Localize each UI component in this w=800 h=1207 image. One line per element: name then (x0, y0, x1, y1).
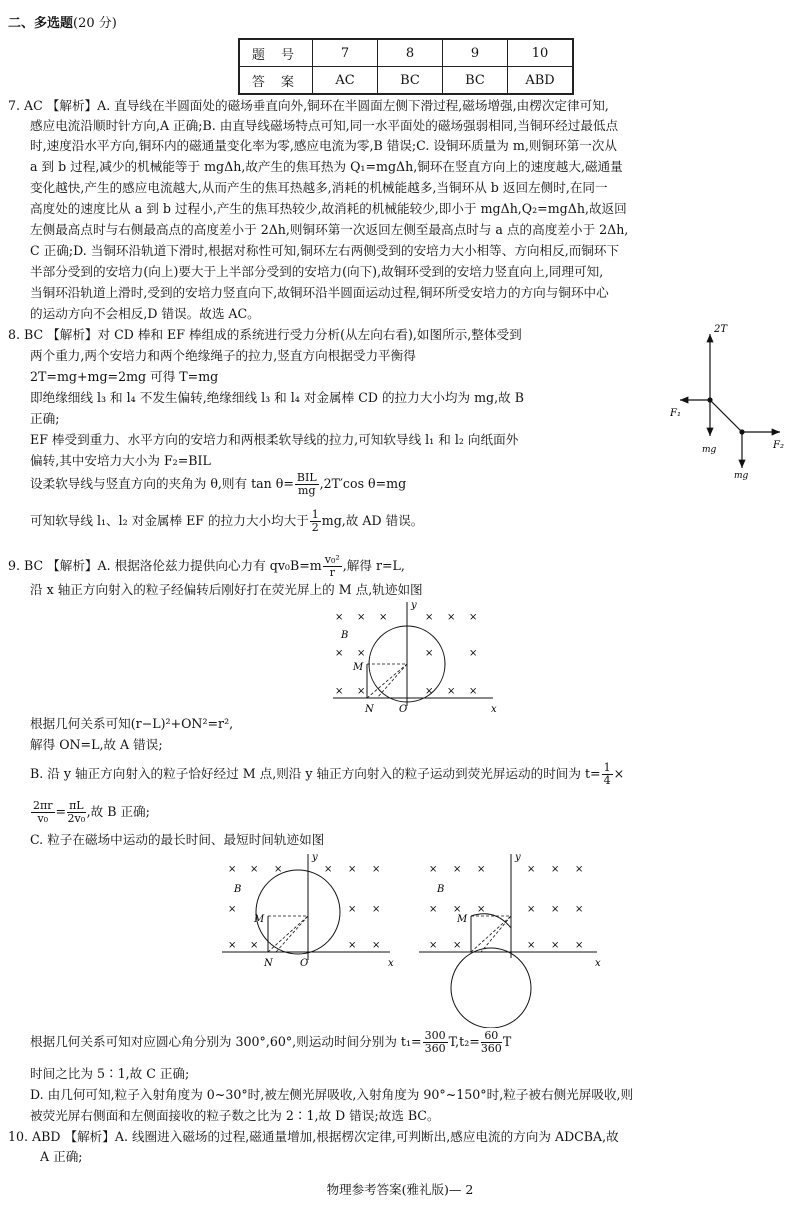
svg-text:×: × (575, 904, 584, 915)
fraction-numerator: BIL (296, 471, 317, 484)
label-x: x (388, 958, 394, 968)
fraction-denominator: 2v₀ (67, 812, 86, 825)
fraction-denominator: 360 (480, 1042, 502, 1055)
q7-line: 7. AC 【解析】A. 直导线在半圆面处的磁场垂直向外,铜环在半圆面左侧下滑过程,磁场增强,由楞次定律可知, (8, 98, 609, 113)
q9-line: C. 粒子在磁场中运动的最长时间、最短时间轨迹如图 (30, 832, 325, 847)
table-number-cell: 7 (313, 39, 378, 67)
table-number-cell: 10 (508, 39, 574, 67)
table-answer-cell: AC (313, 67, 378, 95)
q8-line: EF 棒受到重力、水平方向的安培力和两根柔软导线的拉力,可知软导线 l₁ 和 l₂ 向纸面外 (30, 432, 519, 447)
svg-text:×: × (453, 940, 462, 951)
svg-text:×: × (527, 864, 536, 875)
q9-line: D. 由几何可知,粒子入射角度为 0~30°时,被左侧光屏吸收,入射角度为 90°~150°时,粒子被右侧光屏吸收,则 (30, 1087, 634, 1102)
fraction-denominator: r (329, 566, 335, 579)
svg-text:×: × (335, 686, 344, 697)
section-heading (8, 16, 790, 32)
fraction-numerator: v₀² (324, 553, 340, 566)
q8-tan-pre: 设柔软导线与竖直方向的夹角为 θ,则有 tan θ= (30, 476, 294, 491)
q7-line: 高度处的速度比从 a 到 b 过程小,产生的焦耳热较少,故消耗的机械能较少,即小于 mgΔh,Q₂=mgΔh,故返回 (30, 201, 627, 216)
fraction-numerator: 1 (311, 508, 319, 521)
svg-text:×: × (477, 864, 486, 875)
q9-time-fraction (67, 800, 86, 825)
q9-line5-pre: B. 沿 y 轴正方向射入的粒子恰好经过 M 点,则沿 y 轴正方向射入的粒子运动到荧光屏运动的时间为 t= (30, 766, 601, 781)
label-x: x (595, 958, 601, 969)
label-b: B (437, 884, 445, 895)
q9-line8-pre: 根据几何关系可知对应圆心角分别为 300°,60°,则运动时间分别为 t₁= (30, 1034, 422, 1049)
q7-line: 时,速度沿水平方向,铜环内的磁通量变化率为零,感应电流为零,B 错误;C. 设铜环质量为 m,则铜环第一次从 (30, 138, 617, 153)
q9-trajectory-diagram-1 (325, 598, 500, 718)
svg-text:×: × (357, 612, 366, 623)
q8-half-fraction (310, 509, 321, 534)
svg-text:×: × (429, 904, 438, 915)
label-m: M (254, 914, 265, 925)
fraction-numerator: 60 (481, 1030, 502, 1043)
q7-line: C 正确;D. 当铜环沿轨道下滑时,根据对称性可知,铜环左右两侧受到的安培力大小相等、方向相反,而铜环下 (30, 243, 620, 258)
svg-text:×: × (335, 612, 344, 623)
svg-text:×: × (527, 940, 536, 951)
svg-text:×: × (335, 648, 344, 659)
fraction-denominator: mg (298, 484, 316, 497)
q9-line6-post: ,故 B 正确; (86, 804, 150, 819)
svg-text:×: × (551, 904, 560, 915)
svg-text:×: × (469, 648, 478, 659)
cable-line (710, 400, 742, 432)
q9-line1-post: ,解得 r=L, (342, 558, 405, 573)
svg-text:×: × (357, 648, 366, 659)
svg-text:×: × (447, 612, 456, 623)
q8-line: 两个重力,两个安培力和两个绝缘绳子的拉力,竖直方向根据受力平衡得 (30, 348, 416, 363)
q8-conclusion (30, 505, 790, 537)
svg-text:×: × (274, 864, 283, 875)
section-points: (20 分) (73, 16, 117, 31)
q9-t2-fraction (481, 1030, 502, 1055)
label-y: y (411, 600, 417, 611)
svg-text:×: × (551, 864, 560, 875)
label-mg-1: mg (702, 445, 717, 455)
table-number-cell: 8 (378, 39, 443, 67)
label-2t: 2T (714, 324, 728, 335)
svg-text:×: × (250, 940, 259, 951)
table-header-number: 题 号 (239, 39, 313, 67)
label-m: M (457, 914, 468, 925)
label-n: N (264, 958, 273, 968)
table-answer-cell: BC (378, 67, 443, 95)
q8-force-diagram (670, 320, 790, 480)
q8-last-pre: 可知软导线 l₁、l₂ 对金属棒 EF 的拉力大小均大于 (30, 513, 309, 528)
svg-text:×: × (228, 904, 237, 915)
svg-text:×: × (425, 648, 434, 659)
q10-line: 10. ABD 【解析】A. 线圈进入磁场的过程,磁通量增加,根据楞次定律,可判断出,感应电流的方向为 ADCBA,故 (8, 1129, 619, 1144)
q7-line: 半部分受到的安培力(向上)要大于上半部分受到的安培力(向下),故铜环受到的安培力竖直向上,同理可知, (30, 264, 604, 279)
q9-line-8 (30, 1026, 790, 1058)
svg-text:×: × (469, 686, 478, 697)
q9-line-5 (30, 758, 790, 790)
q9-line: 根据几何关系可知(r−L)²+ON²=r², (30, 716, 234, 731)
label-b: B (341, 630, 349, 641)
svg-text:×: × (379, 612, 388, 623)
svg-text:×: × (575, 940, 584, 951)
q8-line: 正确; (30, 411, 60, 426)
q8-line: 偏转,其中安培力大小为 F₂=BIL (30, 453, 211, 468)
svg-text:×: × (425, 686, 434, 697)
q9-line: 时间之比为 5∶1,故 C 正确; (30, 1066, 190, 1081)
q8-line: 即绝缘细线 l₃ 和 l₄ 不发生偏转,绝缘细线 l₃ 和 l₄ 对金属棒 CD 的拉力大小均为 mg,故 B (30, 390, 524, 405)
svg-text:×: × (348, 864, 357, 875)
svg-text:×: × (228, 940, 237, 951)
table-answer-cell: BC (443, 67, 508, 95)
fraction-numerator: 300 (424, 1029, 446, 1042)
q7-line: 变化越快,产生的感应电流越大,从而产生的焦耳热越多,消耗的机械能越多,当铜环从 b 返回左侧时,在同一 (30, 180, 608, 195)
table-number-cell: 9 (443, 39, 508, 67)
fraction-numerator: πL (69, 799, 84, 812)
trajectory-circle (256, 870, 340, 954)
q8-tan-fraction (295, 472, 319, 497)
rod-cd-point (707, 397, 712, 402)
label-f1: F₁ (670, 408, 681, 419)
q9-line: 解得 ON=L,故 A 错误; (30, 737, 163, 752)
q9-line5-post: × (613, 766, 625, 781)
svg-text:×: × (477, 904, 486, 915)
q9-centripetal-fraction (323, 554, 342, 579)
svg-text:×: × (469, 612, 478, 623)
q8-line: 8. BC 【解析】对 CD 棒和 EF 棒组成的系统进行受力分析(从左向右看),如图所示,整体受到 (8, 327, 522, 342)
table-answer-cell: ABD (508, 67, 574, 95)
svg-text:×: × (575, 864, 584, 875)
svg-text:×: × (429, 864, 438, 875)
q9-line1-pre: 9. BC 【解析】A. 根据洛伦兹力提供向心力有 qv₀B=m (8, 558, 322, 573)
q9-line-6: $\frac{2\pi r}{\text{v₀}}$ = $\frac{\pi L}{\text{2v₀}}$ ,故 B 正确; (33, 799, 150, 825)
svg-text:×: × (425, 612, 434, 623)
field-crosses (429, 864, 583, 951)
q10-line: A 正确; (40, 1149, 83, 1164)
label-o: O (300, 958, 309, 968)
field-crosses (228, 864, 380, 951)
q9-quarter-fraction (602, 762, 613, 787)
table-header-answer: 答 案 (239, 67, 313, 95)
svg-text:×: × (527, 904, 536, 915)
label-n: N (365, 704, 374, 715)
svg-text:×: × (453, 864, 462, 875)
q8-tan-post: ,2T′cos θ=mg (319, 476, 407, 491)
q9-trajectory-diagram-3 (415, 848, 605, 1028)
label-b: B (234, 884, 242, 895)
svg-text:×: × (348, 940, 357, 951)
q9-line: 被荧光屏右侧面和左侧面接收的粒子数之比为 2∶1,故 D 错误;故选 BC。 (30, 1108, 440, 1123)
q9-line: 沿 x 轴正方向射入的粒子经偏转后刚好打在荧光屏上的 M 点,轨迹如图 (30, 582, 423, 597)
answer-table (238, 38, 574, 95)
label-f2: F₂ (773, 440, 784, 451)
q9-line8-post: T (502, 1034, 512, 1049)
q9-line-1 (8, 550, 790, 582)
fraction-denominator: 4 (603, 774, 611, 787)
svg-text:×: × (551, 940, 560, 951)
page-footer: 物理参考答案(雅礼版)— 2 (326, 1182, 474, 1197)
label-m: M (353, 662, 364, 673)
q9-t1-fraction (423, 1030, 448, 1055)
svg-text:×: × (429, 940, 438, 951)
q8-line: 2T=mg+mg=2mg 可得 T=mg (30, 369, 219, 384)
svg-text:×: × (447, 686, 456, 697)
q7-line: 感应电流沿顺时针方向,A 正确;B. 由直导线磁场特点可知,同一水平面处的磁场强弱相同,当铜环经过最低点 (30, 118, 619, 133)
svg-text:×: × (372, 904, 381, 915)
svg-text:×: × (357, 686, 366, 697)
q7-line: a 到 b 过程,减少的机械能等于 mgΔh,故产生的焦耳热为 Q₁=mgΔh,铜环在竖直方向上的速度越大,磁通量 (30, 159, 623, 174)
field-crosses (335, 612, 477, 697)
fraction-denominator: 360 (424, 1042, 446, 1055)
svg-text:×: × (228, 864, 237, 875)
label-y: y (312, 852, 318, 863)
fraction-numerator: 1 (603, 761, 611, 774)
q9-line8-mid: T,t₂= (448, 1034, 480, 1049)
q8-last-post: mg,故 AD 错误。 (321, 513, 424, 528)
q7-line: 左侧最高点时与右侧最高点的高度差小于 2Δh,则铜环第一次返回左侧至最高点时与 a 点的高度差小于 2Δh, (30, 222, 629, 237)
q7-line: 的运动方向不会相反,D 错误。故选 AC。 (30, 306, 260, 321)
fraction-numerator: 2πr (33, 799, 53, 812)
q9-period-fraction (31, 800, 55, 825)
svg-text:×: × (372, 864, 381, 875)
svg-text:×: × (348, 904, 357, 915)
label-mg-2: mg (734, 471, 749, 480)
trajectory-circle (451, 948, 531, 1028)
svg-text:×: × (324, 864, 333, 875)
q9-trajectory-diagram-2 (218, 848, 398, 968)
rod-ef-point (739, 429, 744, 434)
label-y: y (515, 852, 521, 863)
label-x: x (491, 704, 497, 715)
fraction-denominator: v₀ (37, 812, 49, 825)
section-title: 二、多选题 (8, 16, 74, 31)
label-o: O (399, 704, 408, 715)
svg-text:×: × (453, 904, 462, 915)
svg-text:×: × (250, 864, 259, 875)
svg-text:×: × (372, 940, 381, 951)
q7-line: 当铜环沿轨道上滑时,受到的安培力竖直向下,故铜环沿半圆面运动过程,铜环所受安培力的方向与铜环中心 (30, 285, 609, 300)
fraction-denominator: 2 (311, 521, 319, 534)
